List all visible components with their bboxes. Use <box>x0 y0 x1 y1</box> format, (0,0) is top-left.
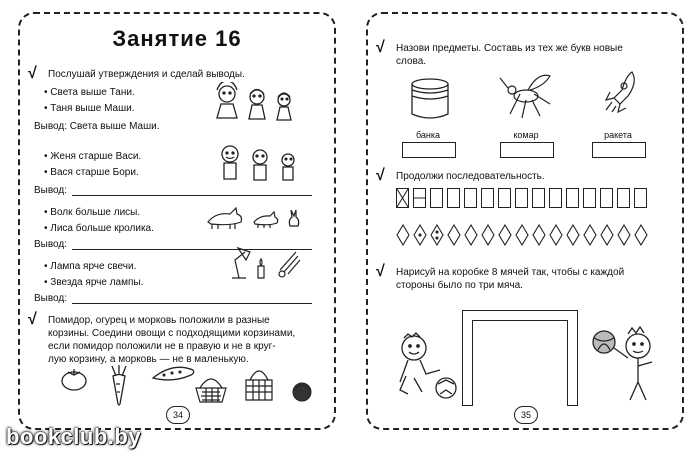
task2-text-line: корзины. Соедини овощи с подходящими корзинами, <box>48 328 296 339</box>
right-page <box>366 12 684 430</box>
statement: • Лампа ярче свечи. <box>44 261 137 272</box>
sequence-diamond <box>447 224 461 246</box>
conclusion-text: Вывод: <box>34 185 68 196</box>
answer-box[interactable] <box>402 142 456 158</box>
statement: • Таня выше Маши. <box>44 103 135 114</box>
sequence-diamond[interactable] <box>566 224 580 246</box>
word-label: ракета <box>604 130 632 140</box>
statement: • Звезда ярче лампы. <box>44 277 144 288</box>
checkmark-icon: √ <box>376 263 385 280</box>
sequence-cell <box>413 188 426 208</box>
box-inner-outline <box>472 320 568 406</box>
answer-box[interactable] <box>592 142 646 158</box>
cucumber-icon <box>150 364 196 384</box>
rocket-icon <box>602 68 642 116</box>
sequence-diamond[interactable] <box>515 224 529 246</box>
sequence-cell[interactable] <box>600 188 613 208</box>
sequence-cell[interactable] <box>532 188 545 208</box>
word-label: комар <box>513 130 539 140</box>
task2-text-line: Помидор, огурец и морковь положили в разные <box>48 315 270 326</box>
sequence-cell <box>396 188 409 208</box>
jar-icon <box>408 76 452 122</box>
task1-instruction: Послушай утверждения и сделай выводы. <box>48 69 245 80</box>
left-page <box>18 12 336 430</box>
page-number: 34 <box>166 406 190 424</box>
task2-text-line: лую корзину, а морковь — не в маленькую. <box>48 354 249 365</box>
statement: • Женя старше Васи. <box>44 151 142 162</box>
checkmark-icon: √ <box>28 65 37 82</box>
sequence-cell[interactable] <box>566 188 579 208</box>
word-label: банка <box>415 130 441 140</box>
carrot-icon <box>104 364 134 406</box>
conclusion-text: Вывод: <box>34 239 68 250</box>
answer-line[interactable] <box>72 303 312 304</box>
sequence-diamond[interactable] <box>634 224 648 246</box>
statement: • Лиса больше кролика. <box>44 223 154 234</box>
statement: • Волк больше лисы. <box>44 207 141 218</box>
girls-icon <box>212 82 302 124</box>
sequence-diamond[interactable] <box>583 224 597 246</box>
lamp-candle-star-icon <box>224 242 304 282</box>
answer-box[interactable] <box>500 142 554 158</box>
sequence-cell[interactable] <box>583 188 596 208</box>
answer-line[interactable] <box>72 195 312 196</box>
task2-instruction: Продолжи последовательность. <box>396 171 545 182</box>
sequence-cell <box>430 188 443 208</box>
task3-text-line: стороны было по три мяча. <box>396 280 523 291</box>
sequence-diamond <box>413 224 427 246</box>
mosquito-icon <box>498 70 554 122</box>
sequence-diamond[interactable] <box>464 224 478 246</box>
sequence-diamond[interactable] <box>532 224 546 246</box>
sequence-cell[interactable] <box>617 188 630 208</box>
task1-text-line: слова. <box>396 56 427 67</box>
page-number: 35 <box>514 406 538 424</box>
boys-icon <box>216 142 302 186</box>
sequence-diamond <box>396 224 410 246</box>
checkmark-icon: √ <box>376 167 385 184</box>
sequence-cell[interactable] <box>498 188 511 208</box>
animals-icon <box>204 204 308 232</box>
conclusion-text: Вывод: <box>34 293 68 304</box>
sequence-diamond[interactable] <box>498 224 512 246</box>
task2-text-line: если помидор положили не в правую и не в круг- <box>48 341 276 352</box>
watermark: bookclub.by <box>6 424 142 449</box>
boy-left-icon <box>392 332 462 402</box>
sequence-diamond[interactable] <box>549 224 563 246</box>
conclusion-text: Вывод: Света выше Маши. <box>34 121 160 132</box>
sequence-cell[interactable] <box>549 188 562 208</box>
checkmark-icon: √ <box>376 39 385 56</box>
sequence-diamond[interactable] <box>617 224 631 246</box>
tomato-icon <box>60 366 88 392</box>
statement: • Света выше Тани. <box>44 87 135 98</box>
basket-icon[interactable] <box>192 370 230 404</box>
statement: • Вася старше Бори. <box>44 167 139 178</box>
sequence-cell[interactable] <box>481 188 494 208</box>
task1-text-line: Назови предметы. Составь из тех же букв новые <box>396 43 623 54</box>
task3-text-line: Нарисуй на коробке 8 мячей так, чтобы с каждой <box>396 267 625 278</box>
basket-icon[interactable] <box>290 378 314 402</box>
boy-right-icon <box>590 326 662 406</box>
sequence-diamond[interactable] <box>600 224 614 246</box>
sequence-diamond <box>430 224 444 246</box>
lesson-title: Занятие 16 <box>112 26 242 51</box>
basket-icon[interactable] <box>242 362 276 402</box>
sequence-cell[interactable] <box>515 188 528 208</box>
sequence-diamond[interactable] <box>481 224 495 246</box>
sequence-cell[interactable] <box>464 188 477 208</box>
checkmark-icon: √ <box>28 311 37 328</box>
sequence-cell <box>447 188 460 208</box>
sequence-cell[interactable] <box>634 188 647 208</box>
